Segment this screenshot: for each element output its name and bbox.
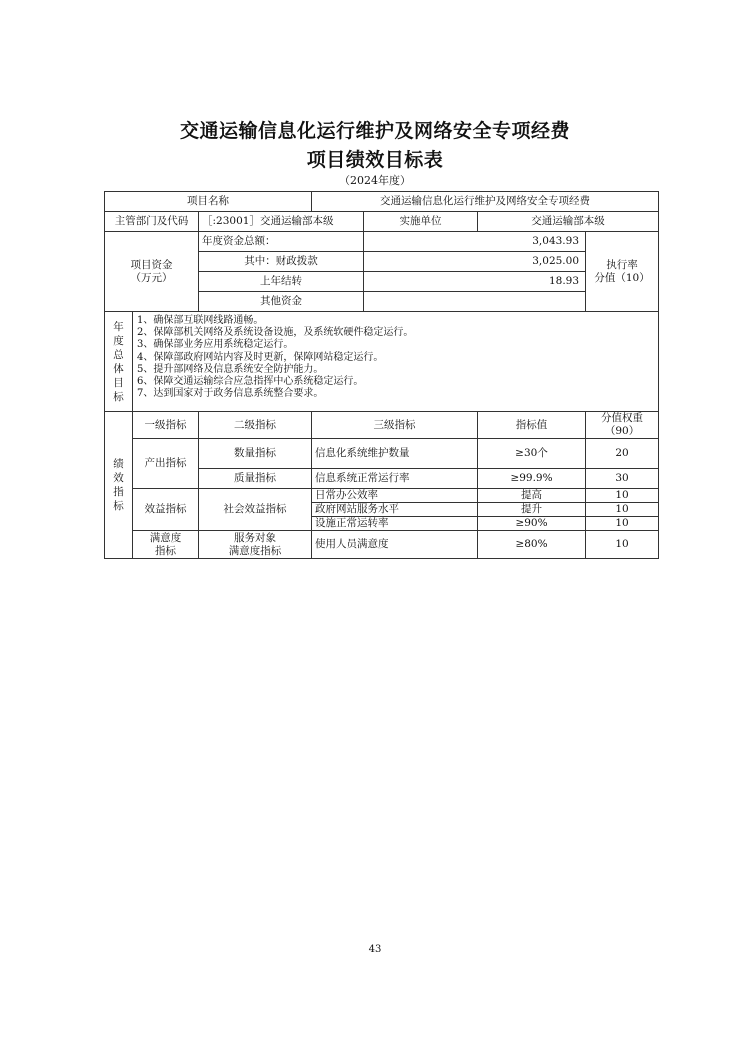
perf-label-char: 效	[113, 472, 124, 484]
header-level1: 一级指标	[133, 412, 199, 439]
quantity-item: 信息化系统维护数量	[312, 439, 478, 469]
exec-rate-line1: 执行率	[606, 258, 638, 271]
perf-label-char: 绩	[113, 458, 124, 470]
quality-label: 质量指标	[199, 469, 312, 489]
satisfaction-value: ≥80%	[478, 531, 586, 559]
quantity-label: 数量指标	[199, 439, 312, 469]
goals-label-char: 体	[113, 362, 124, 375]
goal-item: 7、达到国家对于政务信息系统整合要求。	[137, 388, 324, 400]
funds-fiscal-label: 其中：财政拨款	[199, 252, 364, 272]
exec-rate-line2: 分值（10）	[594, 271, 650, 284]
perf-label-char: 标	[113, 500, 124, 512]
goal-item: 5、提升部网络及信息系统安全防护能力。	[137, 363, 324, 375]
quality-item: 信息系统正常运行率	[312, 469, 478, 489]
funds-total-value: 3,043.93	[364, 232, 586, 252]
dept-value: ［:23001］交通运输部本级	[199, 212, 364, 232]
satisfaction-level1-line2: 指标	[155, 544, 176, 557]
funds-carryover-value: 18.93	[364, 272, 586, 292]
header-weight	[586, 412, 659, 439]
benefit-value: 提高	[478, 489, 586, 503]
performance-target-table	[104, 191, 659, 559]
benefit-score: 10	[586, 489, 659, 503]
benefit-item: 政府网站服务水平	[312, 503, 478, 517]
quantity-score: 20	[586, 439, 659, 469]
goal-item: 1、确保部互联网线路通畅。	[137, 315, 264, 326]
goals-label-char: 目	[113, 376, 124, 389]
benefit-value: 提升	[478, 503, 586, 517]
goals-label-char: 年	[113, 320, 124, 333]
impl-label: 实施单位	[364, 212, 478, 232]
funds-other-value	[364, 292, 586, 312]
goal-item: 6、保障交通运输综合应急指挥中心系统稳定运行。	[137, 376, 364, 388]
page-number: 43	[368, 944, 382, 955]
funds-label	[105, 232, 199, 312]
goal-item: 4、保障部政府网站内容及时更新，保障网站稳定运行。	[137, 351, 384, 363]
header-level3: 三级指标	[312, 412, 478, 439]
goal-item: 2、保障部机关网络及系统设备设施，及系统软硬件稳定运行。	[137, 327, 414, 339]
goals-label-char: 度	[113, 334, 124, 347]
project-name-label: 项目名称	[105, 192, 312, 212]
funds-label-line1: 项目资金	[130, 258, 173, 271]
funds-fiscal-value: 3,025.00	[364, 252, 586, 272]
benefit-score: 10	[586, 503, 659, 517]
exec-rate-cell	[586, 232, 659, 312]
funds-other-label: 其他资金	[199, 292, 364, 312]
funds-carryover-label: 上年结转	[199, 272, 364, 292]
benefit-score: 10	[586, 517, 659, 531]
quality-value: ≥99.9%	[478, 469, 586, 489]
satisfaction-level1-line1: 满意度	[149, 531, 182, 544]
satisfaction-level2-line1: 服务对象	[234, 531, 276, 544]
satisfaction-level2	[199, 531, 312, 559]
output-level1: 产出指标	[133, 439, 199, 489]
benefit-value: ≥90%	[478, 517, 586, 531]
satisfaction-level1	[133, 531, 199, 559]
dept-label: 主管部门及代码	[105, 212, 199, 232]
header-value: 指标值	[478, 412, 586, 439]
benefit-level1: 效益指标	[133, 489, 199, 531]
benefit-level2: 社会效益指标	[199, 489, 312, 531]
perf-label-char: 指	[113, 486, 124, 498]
quantity-value: ≥30个	[478, 439, 586, 469]
header-level2: 二级指标	[199, 412, 312, 439]
funds-total-label: 年度资金总额：	[199, 232, 364, 252]
benefit-item: 设施正常运转率	[312, 517, 478, 531]
goals-label-char: 总	[113, 348, 124, 361]
goal-item: 3、确保部业务应用系统稳定运行。	[137, 339, 294, 351]
header-weight-line1: 分值权重	[601, 412, 644, 424]
benefit-item: 日常办公效率	[312, 489, 478, 503]
satisfaction-level2-line2: 满意度指标	[228, 544, 282, 557]
project-name-value: 交通运输信息化运行维护及网络安全专项经费	[312, 192, 659, 212]
perf-label	[105, 412, 133, 559]
funds-label-line2: （万元）	[130, 271, 173, 284]
year-label: （2024年度）	[339, 174, 411, 187]
header-weight-line2: （90）	[604, 425, 640, 437]
impl-value: 交通运输部本级	[478, 212, 659, 232]
goals-label	[105, 312, 133, 412]
goals-list	[133, 312, 659, 412]
title-line-1: 交通运输信息化运行维护及网络安全专项经费	[179, 120, 570, 142]
title-line-2: 项目绩效目标表	[306, 149, 444, 171]
goals-label-char: 标	[113, 390, 124, 403]
satisfaction-score: 10	[586, 531, 659, 559]
quality-score: 30	[586, 469, 659, 489]
satisfaction-item: 使用人员满意度	[312, 531, 478, 559]
